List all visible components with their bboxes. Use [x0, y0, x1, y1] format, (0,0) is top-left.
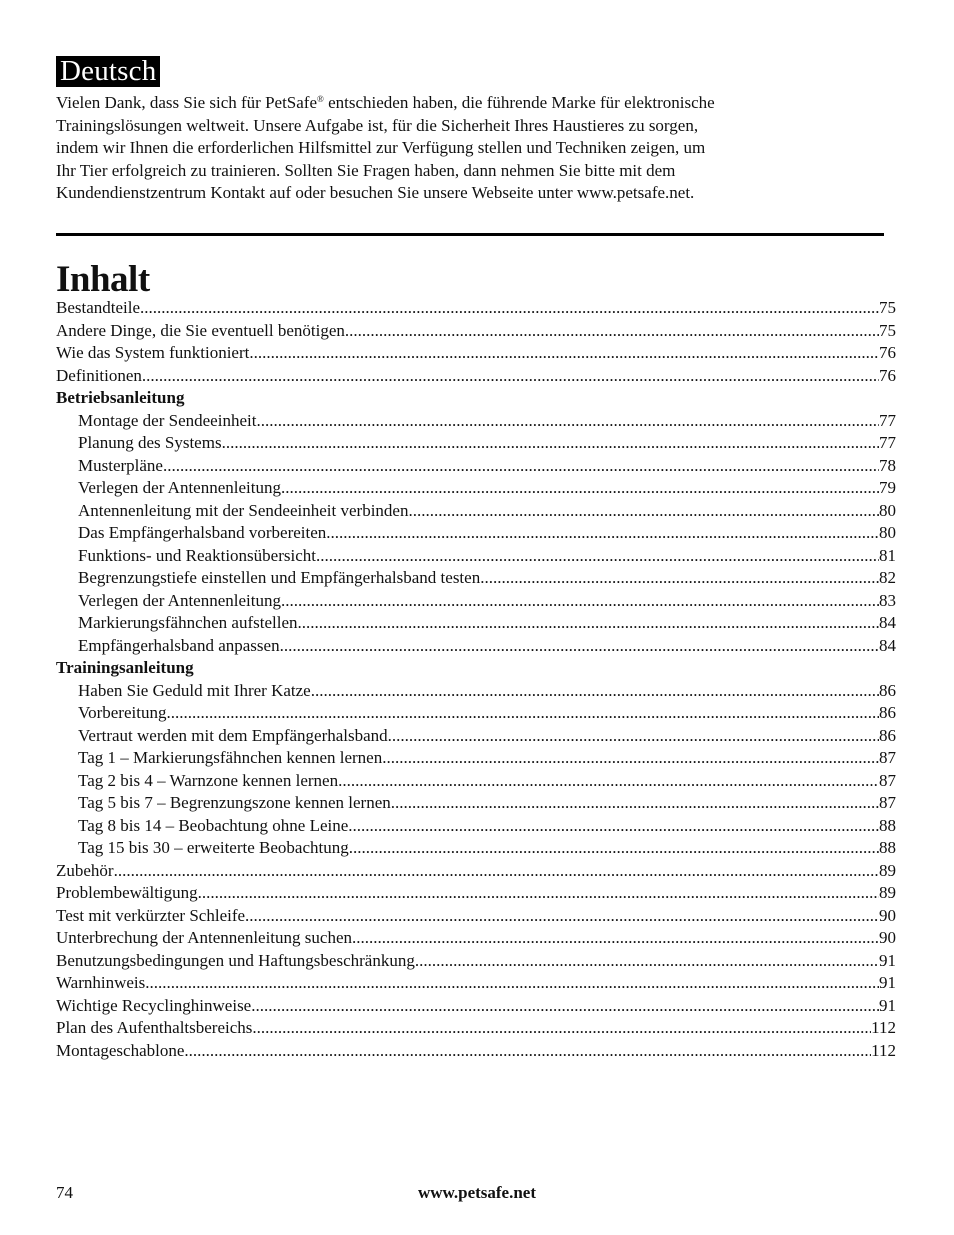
toc-entry-title: Montageschablone [56, 1040, 185, 1060]
toc-page-number: 91 [879, 950, 896, 970]
toc-entry-title: Verlegen der Antennenleitung [78, 478, 281, 497]
toc-entry-title: Betriebsanleitung [56, 388, 185, 407]
toc-entry[interactable] [56, 410, 896, 433]
toc-entry[interactable] [56, 792, 896, 815]
toc-dot-leader [388, 725, 879, 748]
toc-entry-title: Unterbrechung der Antennenleitung suchen [56, 928, 352, 947]
section-divider [56, 233, 884, 236]
toc-dot-leader [256, 410, 879, 433]
toc-dot-leader [166, 702, 879, 725]
toc-dot-leader [145, 972, 879, 995]
toc-entry[interactable] [56, 365, 896, 388]
toc-dot-leader [338, 770, 879, 793]
toc-dot-leader [140, 297, 879, 320]
toc-entry-title: Vorbereitung [78, 703, 167, 722]
toc-dot-leader [184, 1040, 871, 1063]
toc-entry-title: Zubehör [56, 860, 114, 880]
toc-dot-leader [415, 950, 879, 973]
toc-page-number: 75 [879, 320, 896, 340]
toc-entry-title: Tag 2 bis 4 – Warnzone kennen lernen [78, 770, 339, 790]
toc-page-number: 88 [879, 815, 896, 835]
toc-entry[interactable] [56, 500, 896, 523]
table-of-contents [56, 297, 896, 1062]
toc-page-number: 79 [879, 478, 896, 497]
toc-dot-leader [198, 882, 879, 905]
toc-page-number: 82 [879, 568, 896, 587]
toc-entry-title: Benutzungsbedingungen und Haftungsbeschränkung [56, 950, 415, 970]
toc-entry[interactable] [56, 545, 896, 568]
toc-entry[interactable] [56, 680, 896, 703]
footer-url[interactable]: www.petsafe.net [417, 1183, 537, 1202]
toc-entry-title: Plan des Aufenthaltsbereichs [56, 1018, 253, 1037]
toc-entry-title: Haben Sie Geduld mit Ihrer Katze [78, 680, 311, 700]
toc-entry-title: Verlegen der Antennenleitung [78, 590, 281, 610]
toc-page-number: 89 [879, 860, 896, 880]
toc-page-number: 86 [879, 725, 896, 745]
toc-page-number: 89 [879, 883, 896, 902]
toc-entry[interactable] [56, 1017, 896, 1040]
intro-text: Vielen Dank, dass Sie sich für PetSafe [56, 93, 318, 112]
toc-entry-title: Tag 1 – Markierungsfähnchen kennen lernen [78, 748, 383, 767]
toc-entry-title: Planung des Systems [78, 433, 222, 452]
toc-heading: Inhalt [56, 259, 150, 300]
toc-entry-title: Antennenleitung mit der Sendeeinheit verbinden [78, 500, 409, 520]
toc-dot-leader [163, 455, 879, 478]
toc-dot-leader [408, 500, 879, 523]
intro-line: Ihr Tier erfolgreich zu trainieren. Sollten Sie Fragen haben, dann nehmen Sie bitte mit dem [56, 160, 676, 180]
toc-dot-leader [114, 860, 879, 883]
toc-entry[interactable] [56, 837, 896, 860]
toc-entry-title: Das Empfängerhalsband vorbereiten [78, 523, 327, 542]
toc-entry-title: Tag 8 bis 14 – Beobachtung ohne Leine [78, 815, 349, 835]
toc-entry[interactable] [56, 342, 896, 365]
toc-page-number: 112 [871, 1040, 896, 1060]
toc-entry-title: Problembewältigung [56, 883, 198, 902]
toc-dot-leader [348, 815, 879, 838]
toc-dot-leader [249, 342, 879, 365]
toc-entry-title: Markierungsfähnchen aufstellen [78, 613, 298, 632]
toc-page-number: 75 [879, 298, 896, 317]
toc-dot-leader [345, 320, 879, 343]
toc-section-heading [56, 657, 896, 680]
toc-entry-title: Definitionen [56, 365, 142, 385]
toc-entry[interactable] [56, 725, 896, 748]
toc-entry[interactable] [56, 432, 896, 455]
toc-entry[interactable] [56, 927, 896, 950]
toc-entry[interactable] [56, 702, 896, 725]
toc-page-number: 87 [879, 770, 896, 790]
toc-page-number: 83 [879, 590, 896, 610]
toc-page-number: 112 [871, 1018, 896, 1037]
toc-entry-title: Test mit verkürzter Schleife [56, 905, 246, 925]
toc-page-number: 81 [879, 545, 896, 565]
toc-entry-title: Empfängerhalsband anpassen [78, 635, 280, 655]
toc-entry[interactable] [56, 1040, 896, 1063]
toc-page-number: 90 [879, 905, 896, 925]
toc-entry[interactable] [56, 950, 896, 973]
toc-page-number: 76 [879, 343, 896, 362]
footer-page-number: 74 [56, 1183, 73, 1202]
toc-dot-leader [251, 995, 879, 1018]
toc-dot-leader [391, 792, 879, 815]
toc-dot-leader [298, 612, 880, 635]
toc-entry[interactable] [56, 320, 896, 343]
toc-entry[interactable] [56, 747, 896, 770]
toc-dot-leader [142, 365, 879, 388]
toc-entry-title: Begrenzungstiefe einstellen und Empfängerhalsband testen [78, 568, 481, 587]
toc-page-number: 86 [879, 680, 896, 700]
toc-entry[interactable] [56, 995, 896, 1018]
toc-dot-leader [326, 522, 879, 545]
intro-line: indem wir Ihnen die erforderlichen Hilfsmittel zur Verfügung stellen und Techniken zeigen, um [56, 138, 706, 157]
intro-line [56, 92, 866, 115]
toc-dot-leader [349, 837, 879, 860]
intro-line: Trainingslösungen weltweit. Unsere Aufgabe ist, für die Sicherheit Ihres Haustieres zu sorgen, [56, 115, 699, 135]
toc-entry-title: Vertraut werden mit dem Empfängerhalsband [78, 725, 388, 745]
toc-entry-title: Musterpläne [78, 455, 163, 475]
toc-entry-title: Bestandteile [56, 298, 141, 317]
toc-dot-leader [245, 905, 879, 928]
toc-entry[interactable] [56, 815, 896, 838]
intro-text: entschieden haben, die führende Marke für elektronische [323, 93, 715, 112]
toc-page-number: 84 [879, 613, 896, 632]
toc-entry[interactable] [56, 455, 896, 478]
toc-page-number: 91 [879, 973, 896, 992]
toc-page-number: 80 [879, 523, 896, 542]
language-badge: Deutsch [56, 56, 160, 87]
toc-page-number: 88 [879, 838, 896, 857]
toc-entry-title: Wichtige Recyclinghinweise [56, 995, 252, 1015]
toc-entry[interactable] [56, 905, 896, 928]
toc-entry[interactable] [56, 882, 896, 905]
toc-entry[interactable] [56, 860, 896, 883]
toc-entry-title: Warnhinweis [56, 973, 146, 992]
toc-page-number: 80 [879, 500, 896, 520]
toc-dot-leader [280, 635, 879, 658]
toc-entry[interactable] [56, 297, 896, 320]
toc-entry[interactable] [56, 567, 896, 590]
toc-page-number: 86 [879, 703, 896, 722]
toc-dot-leader [281, 477, 879, 500]
toc-page-number: 84 [879, 635, 896, 655]
toc-dot-leader [352, 927, 879, 950]
toc-page-number: 77 [879, 433, 896, 452]
toc-page-number: 76 [879, 365, 896, 385]
toc-section-heading [56, 387, 896, 410]
toc-entry[interactable] [56, 612, 896, 635]
registered-mark: ® [317, 94, 324, 104]
toc-page-number: 87 [879, 748, 896, 767]
toc-dot-leader [316, 545, 879, 568]
toc-entry-title: Funktions- und Reaktionsübersicht [78, 545, 316, 565]
toc-entry[interactable] [56, 477, 896, 500]
toc-entry-title: Tag 5 bis 7 – Begrenzungszone kennen lernen [78, 793, 391, 812]
toc-entry[interactable] [56, 770, 896, 793]
toc-dot-leader [382, 747, 879, 770]
toc-dot-leader [281, 590, 879, 613]
intro-line: Kundendienstzentrum Kontakt auf oder besuchen Sie unsere Webseite unter www.petsafe.net. [56, 183, 695, 202]
intro-paragraph [56, 92, 866, 205]
toc-entry[interactable] [56, 590, 896, 613]
toc-entry[interactable] [56, 522, 896, 545]
toc-entry-title: Trainingsanleitung [56, 658, 194, 677]
toc-page-number: 87 [879, 793, 896, 812]
toc-dot-leader [480, 567, 879, 590]
toc-entry[interactable] [56, 635, 896, 658]
toc-entry-title: Andere Dinge, die Sie eventuell benötigen [56, 320, 345, 340]
toc-entry-title: Tag 15 bis 30 – erweiterte Beobachtung [78, 838, 349, 857]
toc-entry[interactable] [56, 972, 896, 995]
toc-entry-title: Montage der Sendeeinheit [78, 410, 257, 430]
toc-page-number: 90 [879, 928, 896, 947]
toc-page-number: 91 [879, 995, 896, 1015]
toc-dot-leader [222, 432, 879, 455]
toc-dot-leader [252, 1017, 871, 1040]
toc-page-number: 77 [879, 410, 896, 430]
toc-page-number: 78 [879, 455, 896, 475]
toc-dot-leader [311, 680, 879, 703]
toc-entry-title: Wie das System funktioniert [56, 343, 250, 362]
